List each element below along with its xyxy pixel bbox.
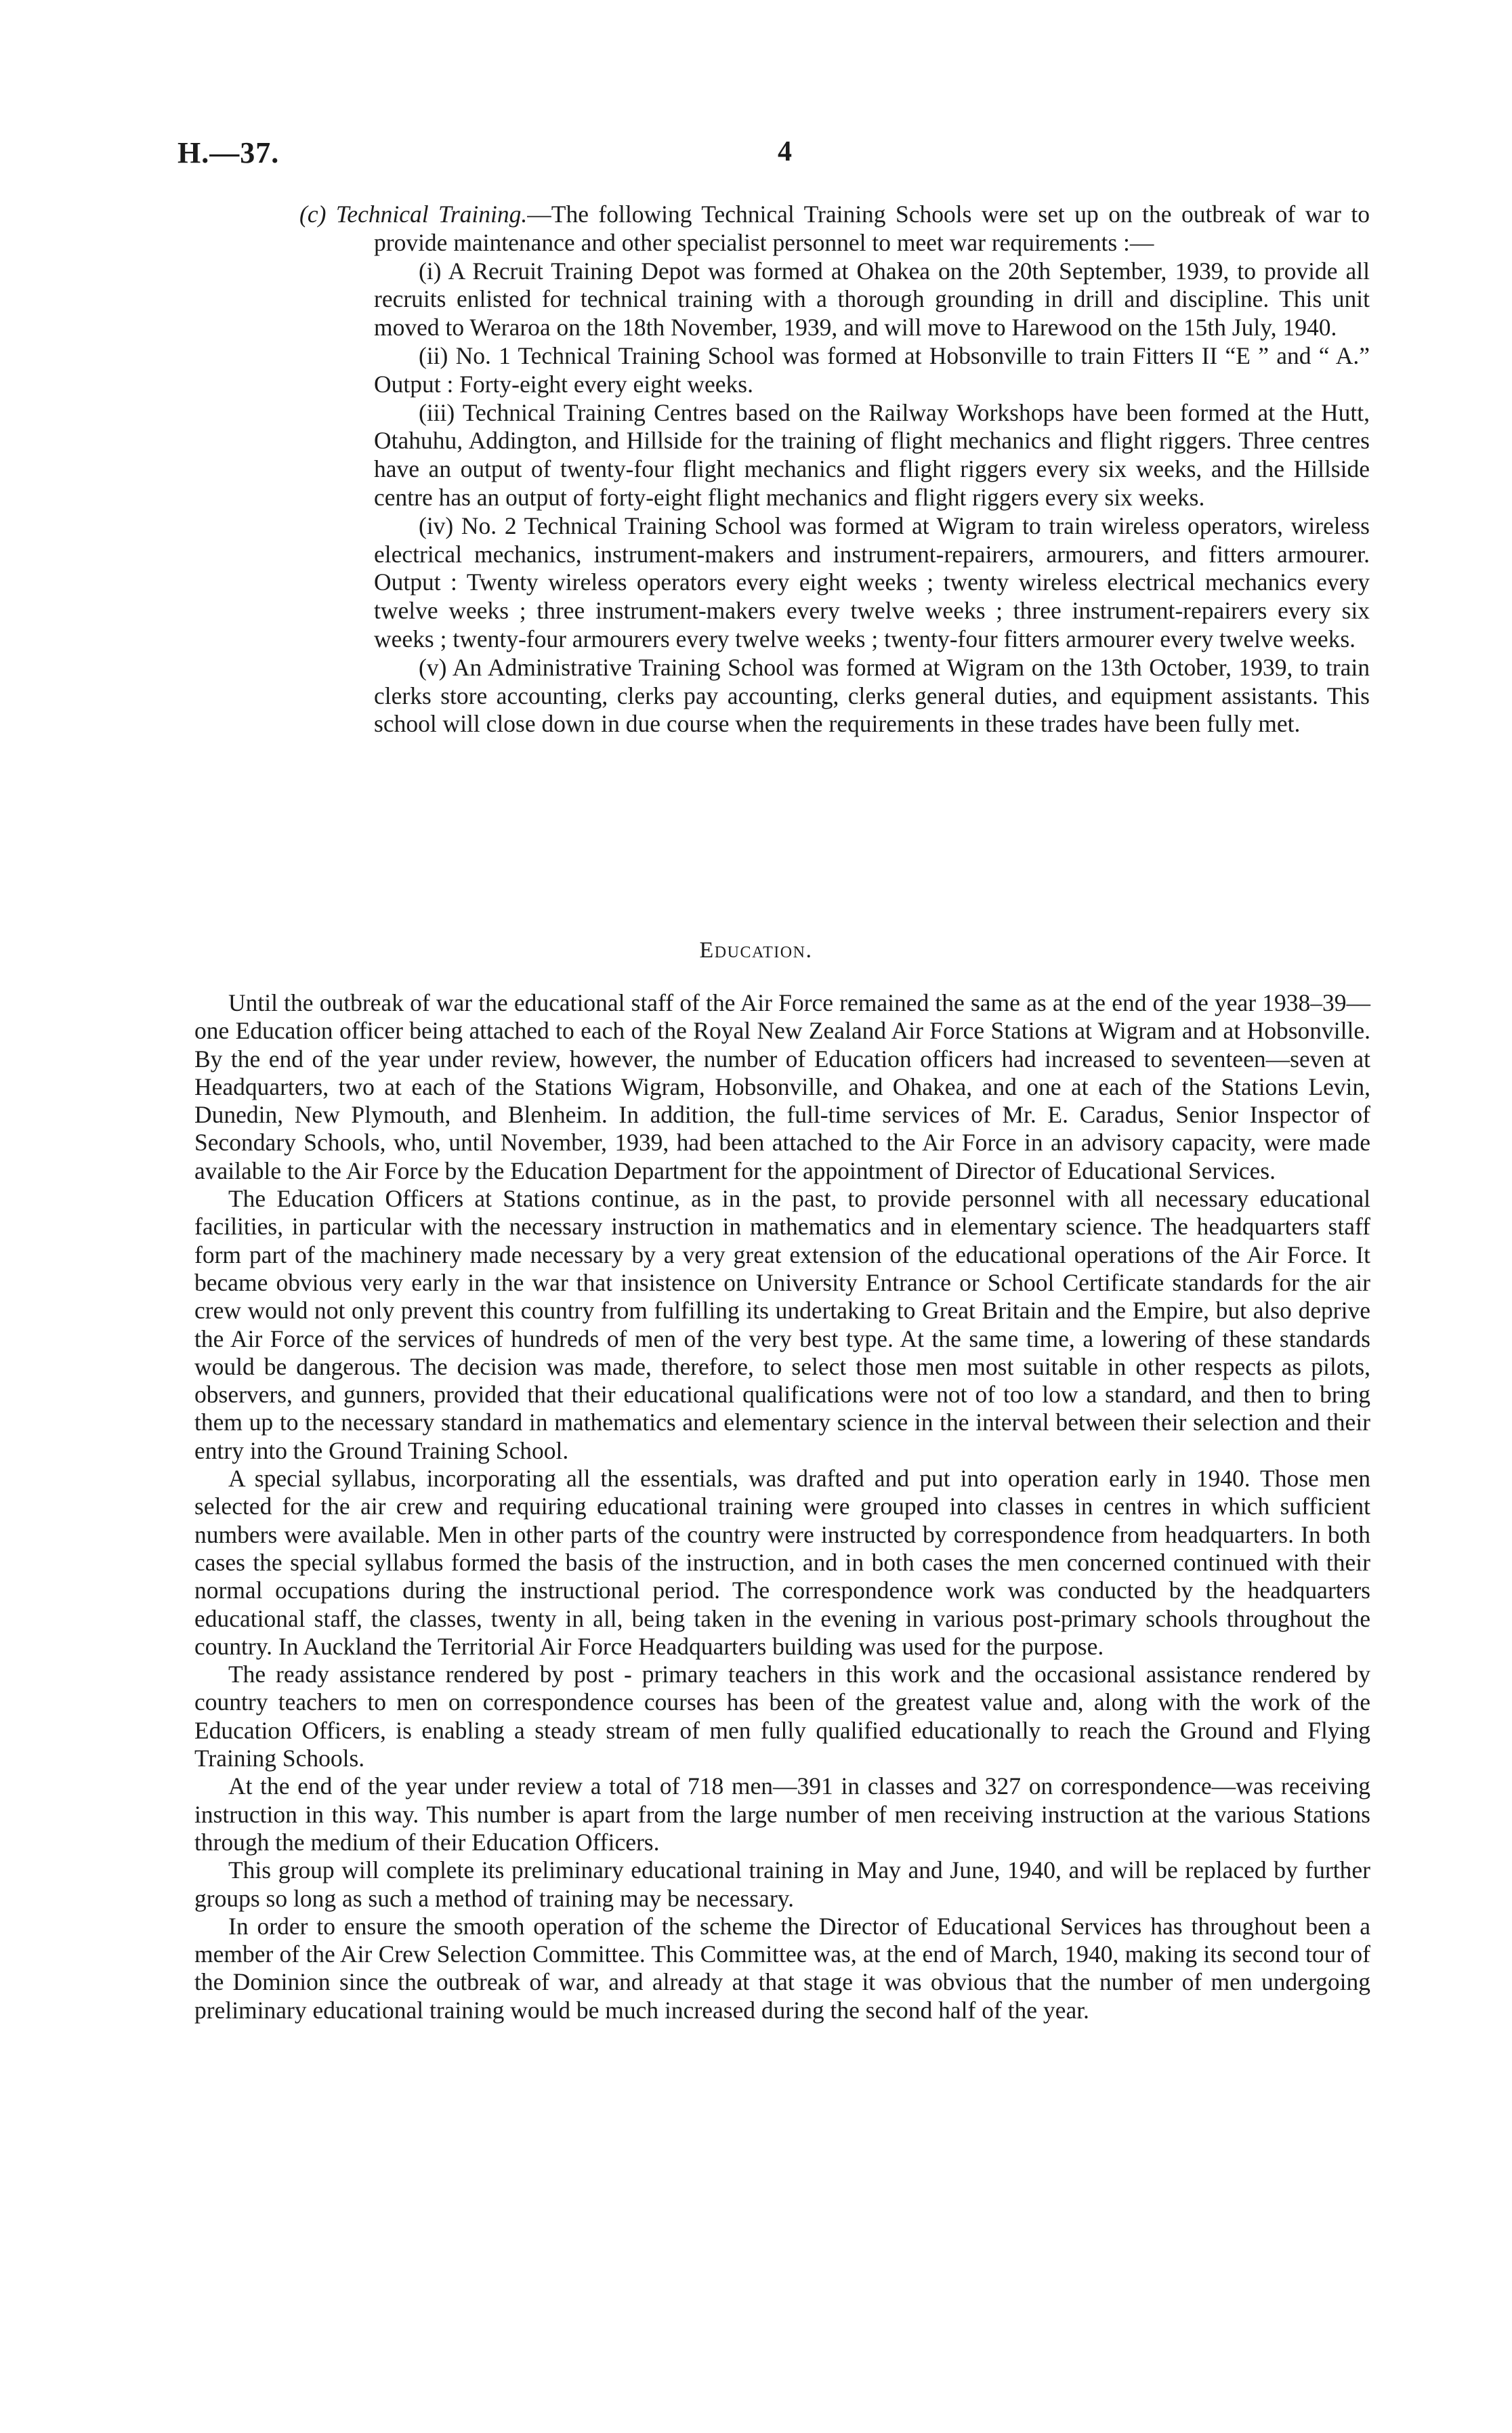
technical-training-intro-text: —The following Technical Training Schools were set up on the outbreak of war to provide maintenance and other specialist personnel to meet war requirements :— (374, 201, 1370, 256)
page-number: 4 (778, 136, 792, 167)
document-reference: H.—37. (177, 136, 280, 169)
training-item-ii: (ii) No. 1 Technical Training School was formed at Hobsonville to train Fitters II “E ” and “ A.” Output : Forty-eight every eight weeks. (374, 341, 1370, 398)
education-paragraph: In order to ensure the smooth operation of the scheme the Director of Educational Services has throughout been a member of the Air Crew Selection Committee. This Committee was, at the end of March, 1940, making its second tour of the Dominion since the outbreak of war, and already at that stage it was obvious that the number of men undergoing preliminary educational training would be much increased during the second half of the year. (194, 1912, 1370, 2024)
education-paragraph: Until the outbreak of war the educational staff of the Air Force remained the same as at the end of the year 1938–39—one Education officer being attached to each of the Royal New Zealand Air Force Stations at Wigram and at Hobsonville. By the end of the year under review, however, the number of Education officers had increased to seventeen—seven at Headquarters, two at each of the Stations Wigram, Hobsonville, and Ohakea, and one at each of the Stations Levin, Dunedin, New Plymouth, and Blenheim. In addition, the full-time services of Mr. E. Caradus, Senior Inspector of Secondary Schools, who, until November, 1939, had been attached to the Air Force in an advisory capacity, were made available to the Air Force by the Education Department for the appointment of Director of Educational Services. (194, 989, 1370, 1184)
education-paragraph: The ready assistance rendered by post - primary teachers in this work and the occasional assistance rendered by country teachers to men on correspondence courses has been of the greatest value and, along with the work of the Education Officers, is enabling a steady stream of men fully qualified educationally to reach the Ground and Flying Training Schools. (194, 1661, 1370, 1772)
training-item-v: (v) An Administrative Training School was formed at Wigram on the 13th October, 1939, to train clerks store accounting, clerks pay accounting, clerks general duties, and equipment assistants. This school will close down in due course when the requirements in these trades have been fully met. (374, 653, 1370, 738)
technical-training-label: (c) Technical Training. (299, 201, 528, 228)
technical-training-intro (299, 201, 1370, 257)
training-item-i: (i) A Recruit Training Depot was formed at Ohakea on the 20th September, 1939, to provide all recruits enlisted for technical training with a thorough grounding in drill and discipline. This unit moved to Weraroa on the 18th November, 1939, and will move to Harewood on the 15th July, 1940. (374, 257, 1370, 341)
education-heading: Education. (699, 938, 813, 963)
education-section (194, 989, 1370, 2024)
education-paragraph: At the end of the year under review a total of 718 men—391 in classes and 327 on correspondence—was receiving instruction in this way. This number is apart from the large number of men receiving instruction at the various Stations through the medium of their Education Officers. (194, 1772, 1370, 1856)
technical-training-section (299, 201, 1370, 739)
education-paragraph: This group will complete its preliminary educational training in May and June, 1940, and will be replaced by further groups so long as such a method of training may be necessary. (194, 1856, 1370, 1912)
training-item-iii: (iii) Technical Training Centres based on the Railway Workshops have been formed at the Hutt, Otahuhu, Addington, and Hillside for the training of flight mechanics and flight riggers. Three centres have an output of twenty-four flight mechanics and flight riggers every six weeks, and the Hillside centre has an output of forty-eight flight mechanics and flight riggers every six weeks. (374, 398, 1370, 511)
education-paragraph: The Education Officers at Stations continue, as in the past, to provide personnel with all necessary educational facilities, in particular with the necessary instruction in mathematics and in elementary science. The headquarters staff form part of the machinery made necessary by a very great extension of the educational operations of the Air Force. It became obvious very early in the war that insistence on University Entrance or School Certificate standards for the air crew would not only prevent this country from fulfilling its undertaking to Great Britain and the Empire, but also deprive the Air Force of the services of hundreds of men of the very best type. At the same time, a lowering of these standards would be dangerous. The decision was made, therefore, to select those men most suitable in other respects as pilots, observers, and gunners, provided that their educational qualifications were not of too low a standard, and then to bring them up to the necessary standard in mathematics and elementary science in the interval between their selection and their entry into the Ground Training School. (194, 1185, 1370, 1464)
training-item-iv: (iv) No. 2 Technical Training School was formed at Wigram to train wireless operators, wireless electrical mechanics, instrument-makers and instrument-repairers, armourers, and fitters armourer. Output : Twenty wireless operators every eight weeks ; twenty wireless electrical mechanics every twelve weeks ; three instrument-makers every twelve weeks ; three instrument-repairers every six weeks ; twenty-four armourers every twelve weeks ; twenty-four fitters armourer every twelve weeks. (374, 512, 1370, 652)
education-paragraph: A special syllabus, incorporating all the essentials, was drafted and put into operation early in 1940. Those men selected for the air crew and requiring educational training were grouped into classes in centres in which sufficient numbers were available. Men in other parts of the country were instructed by correspondence from headquarters. In both cases the special syllabus formed the basis of the instruction, and in both cases the men concerned continued with their normal occupations during the instructional period. The correspondence work was conducted by the headquarters educational staff, the classes, twenty in all, being taken in the evening in various post-primary schools throughout the country. In Auckland the Territorial Air Force Headquarters building was used for the purpose. (194, 1465, 1370, 1660)
